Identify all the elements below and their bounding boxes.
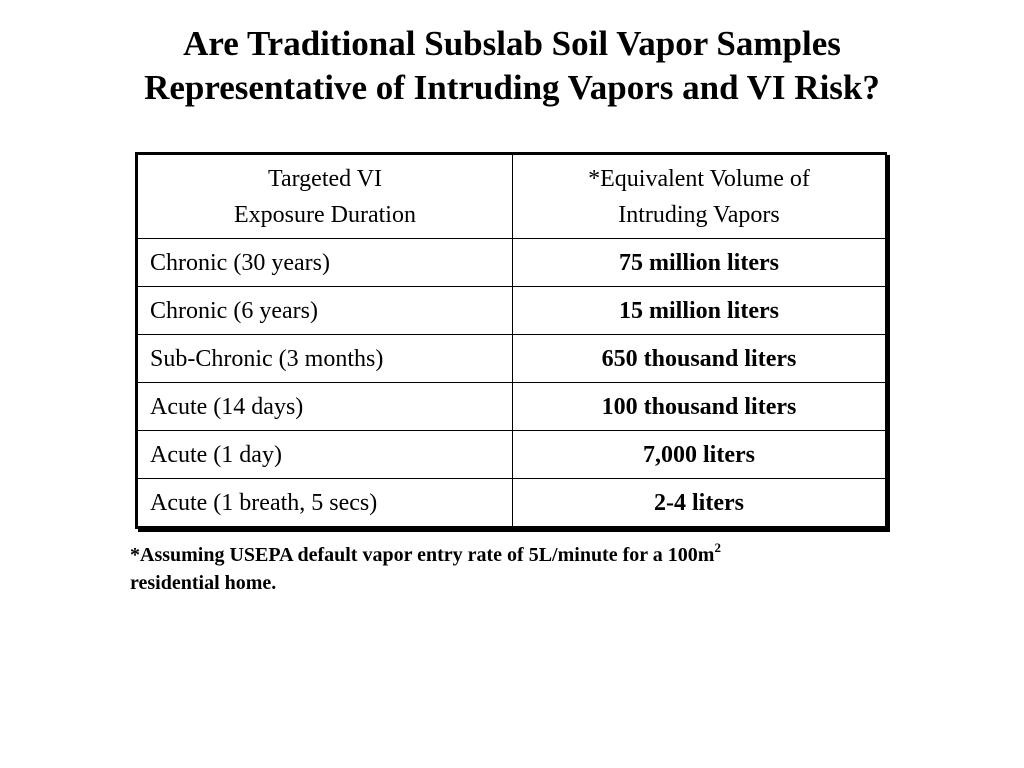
duration-cell: Acute (14 days)	[138, 383, 513, 431]
duration-cell: Acute (1 day)	[138, 431, 513, 479]
duration-cell: Acute (1 breath, 5 secs)	[138, 479, 513, 527]
volume-cell: 15 million liters	[513, 287, 886, 335]
volume-cell: 650 thousand liters	[513, 335, 886, 383]
duration-cell: Sub-Chronic (3 months)	[138, 335, 513, 383]
exposure-table-frame	[135, 152, 887, 529]
table-row	[138, 287, 886, 335]
column-header-text: *Equivalent Volume of	[588, 165, 810, 192]
footnote-line-1	[130, 541, 910, 569]
volume-cell: 7,000 liters	[513, 431, 886, 479]
exposure-volume-table	[137, 154, 886, 527]
table-row	[138, 479, 886, 527]
volume-cell: 2-4 liters	[513, 479, 886, 527]
footnote	[130, 541, 910, 597]
table-header-row	[138, 155, 886, 239]
footnote-text: *Assuming USEPA default vapor entry rate of 5L/minute for a 100m	[130, 544, 715, 566]
volume-cell: 75 million liters	[513, 239, 886, 287]
slide-title-line-1: Are Traditional Subslab Soil Vapor Samples	[183, 24, 841, 63]
superscript-exponent: 2	[714, 540, 721, 555]
column-header-exposure-duration	[138, 155, 513, 239]
column-header-text: Intruding Vapors	[618, 201, 780, 228]
duration-cell: Chronic (30 years)	[138, 239, 513, 287]
column-header-text: Targeted VI	[267, 165, 383, 192]
slide-title-line-2: Representative of Intruding Vapors and VI Risk?	[144, 68, 880, 107]
column-header-equivalent-volume	[513, 155, 886, 239]
table-row	[138, 431, 886, 479]
duration-cell: Chronic (6 years)	[138, 287, 513, 335]
volume-cell: 100 thousand liters	[513, 383, 886, 431]
slide-title	[0, 22, 1024, 110]
column-header-text: Exposure Duration	[234, 201, 416, 228]
table-row	[138, 335, 886, 383]
table-row	[138, 239, 886, 287]
footnote-line-2: residential home.	[130, 572, 277, 594]
table-row	[138, 383, 886, 431]
